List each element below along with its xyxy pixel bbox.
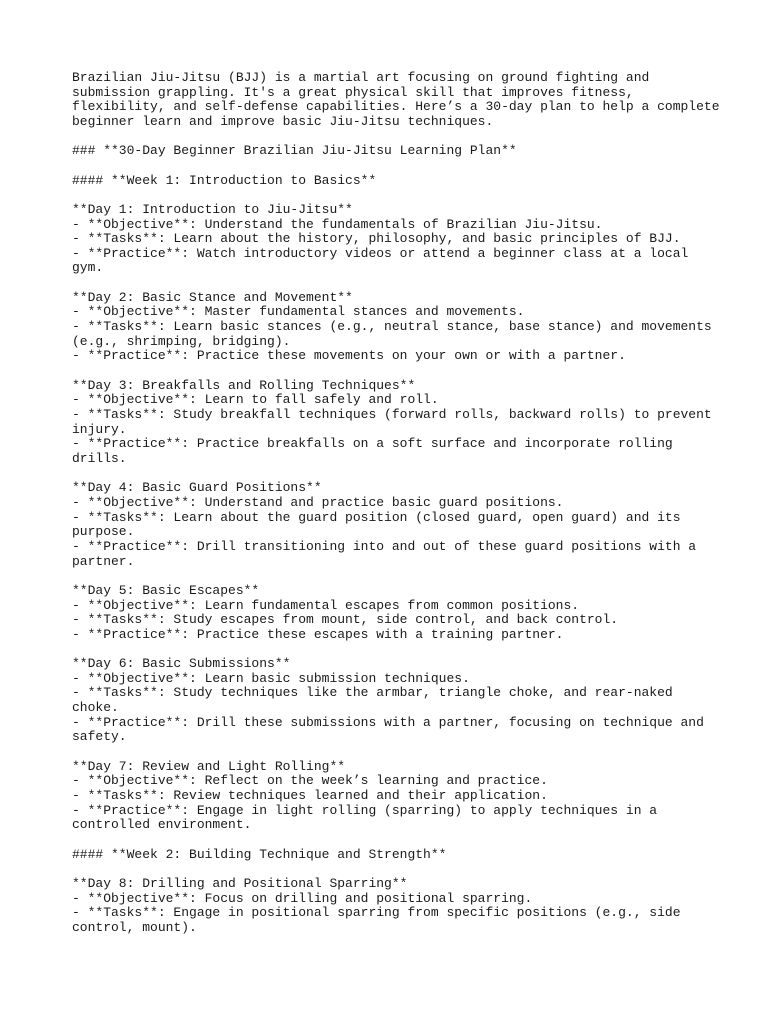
week-heading-text: #### **Week 1: Introduction to Basics**	[72, 172, 377, 188]
day-practice-cont: gym.	[72, 260, 104, 276]
day-tasks: - **Tasks**: Learn about the history, philosophy, and basic principles of BJJ.	[72, 231, 681, 247]
day-1-section	[72, 203, 712, 276]
day-tasks-cont: (e.g., shrimping, bridging).	[72, 333, 291, 349]
day-objective: - **Objective**: Learn fundamental escapes from common positions.	[72, 597, 580, 613]
day-tasks: - **Tasks**: Learn about the guard position (closed guard, open guard) and its	[72, 509, 681, 525]
day-tasks: - **Tasks**: Study breakfall techniques (forward rolls, backward rolls) to prevent	[72, 407, 712, 423]
intro-paragraph	[72, 70, 720, 130]
day-tasks: - **Tasks**: Review techniques learned and their application.	[72, 788, 548, 804]
day-practice-cont: partner.	[72, 553, 135, 569]
day-practice-cont: drills.	[72, 450, 127, 466]
day-objective: - **Objective**: Focus on drilling and positional sparring.	[72, 890, 533, 906]
day-title: **Day 1: Introduction to Jiu-Jitsu**	[72, 201, 353, 217]
intro-line: beginner learn and improve basic Jiu-Jitsu techniques.	[72, 113, 494, 129]
day-tasks: - **Tasks**: Learn basic stances (e.g., neutral stance, base stance) and movements	[72, 319, 712, 335]
intro-line: flexibility, and self-defense capabilities. Here’s a 30-day plan to help a complete	[72, 99, 720, 115]
week-heading-text: #### **Week 2: Building Technique and Strength**	[72, 846, 447, 862]
day-practice: - **Practice**: Drill transitioning into and out of these guard positions with a	[72, 538, 697, 554]
day-title: **Day 5: Basic Escapes**	[72, 582, 260, 598]
day-title: **Day 8: Drilling and Positional Sparring**	[72, 875, 408, 891]
day-tasks-cont: control, mount).	[72, 919, 197, 935]
day-3-section	[72, 379, 712, 467]
week-1-heading	[72, 174, 712, 189]
day-tasks-cont: injury.	[72, 421, 127, 437]
day-practice-cont: safety.	[72, 729, 127, 745]
day-objective: - **Objective**: Learn to fall safely and roll.	[72, 392, 439, 408]
intro-line: submission grappling. It's a great physical skill that improves fitness,	[72, 84, 634, 100]
week-2-heading	[72, 848, 712, 863]
day-title: **Day 6: Basic Submissions**	[72, 656, 291, 672]
intro-line: Brazilian Jiu-Jitsu (BJJ) is a martial art focusing on ground fighting and	[72, 70, 650, 85]
day-tasks: - **Tasks**: Study escapes from mount, side control, and back control.	[72, 612, 619, 628]
day-8-section	[72, 877, 712, 936]
plan-heading-text: ### **30-Day Beginner Brazilian Jiu-Jitsu Learning Plan**	[72, 143, 517, 159]
day-objective: - **Objective**: Learn basic submission techniques.	[72, 670, 470, 686]
day-objective: - **Objective**: Reflect on the week’s learning and practice.	[72, 773, 548, 789]
day-4-section	[72, 481, 712, 569]
day-practice: - **Practice**: Engage in light rolling (sparring) to apply techniques in a	[72, 802, 658, 818]
day-practice: - **Practice**: Watch introductory videos or attend a beginner class at a local	[72, 245, 689, 261]
day-title: **Day 7: Review and Light Rolling**	[72, 758, 346, 774]
day-objective: - **Objective**: Understand the fundamentals of Brazilian Jiu-Jitsu.	[72, 216, 603, 232]
day-tasks-cont: purpose.	[72, 524, 135, 540]
day-tasks-cont: choke.	[72, 700, 119, 716]
day-practice: - **Practice**: Drill these submissions with a partner, focusing on technique and	[72, 714, 704, 730]
document-page	[72, 70, 720, 950]
day-practice-cont: controlled environment.	[72, 817, 252, 833]
day-6-section	[72, 657, 712, 745]
day-objective: - **Objective**: Master fundamental stances and movements.	[72, 304, 525, 320]
day-5-section	[72, 584, 712, 643]
day-title: **Day 3: Breakfalls and Rolling Techniques**	[72, 377, 416, 393]
day-practice: - **Practice**: Practice these movements on your own or with a partner.	[72, 348, 626, 364]
day-practice: - **Practice**: Practice these escapes with a training partner.	[72, 626, 564, 642]
day-tasks: - **Tasks**: Engage in positional sparring from specific positions (e.g., side	[72, 905, 681, 921]
plan-heading	[72, 144, 712, 159]
day-7-section	[72, 760, 712, 833]
day-title: **Day 4: Basic Guard Positions**	[72, 480, 322, 496]
day-tasks: - **Tasks**: Study techniques like the armbar, triangle choke, and rear-naked	[72, 685, 673, 701]
day-2-section	[72, 291, 712, 364]
day-objective: - **Objective**: Understand and practice basic guard positions.	[72, 494, 564, 510]
day-practice: - **Practice**: Practice breakfalls on a soft surface and incorporate rolling	[72, 436, 673, 452]
day-title: **Day 2: Basic Stance and Movement**	[72, 289, 353, 305]
